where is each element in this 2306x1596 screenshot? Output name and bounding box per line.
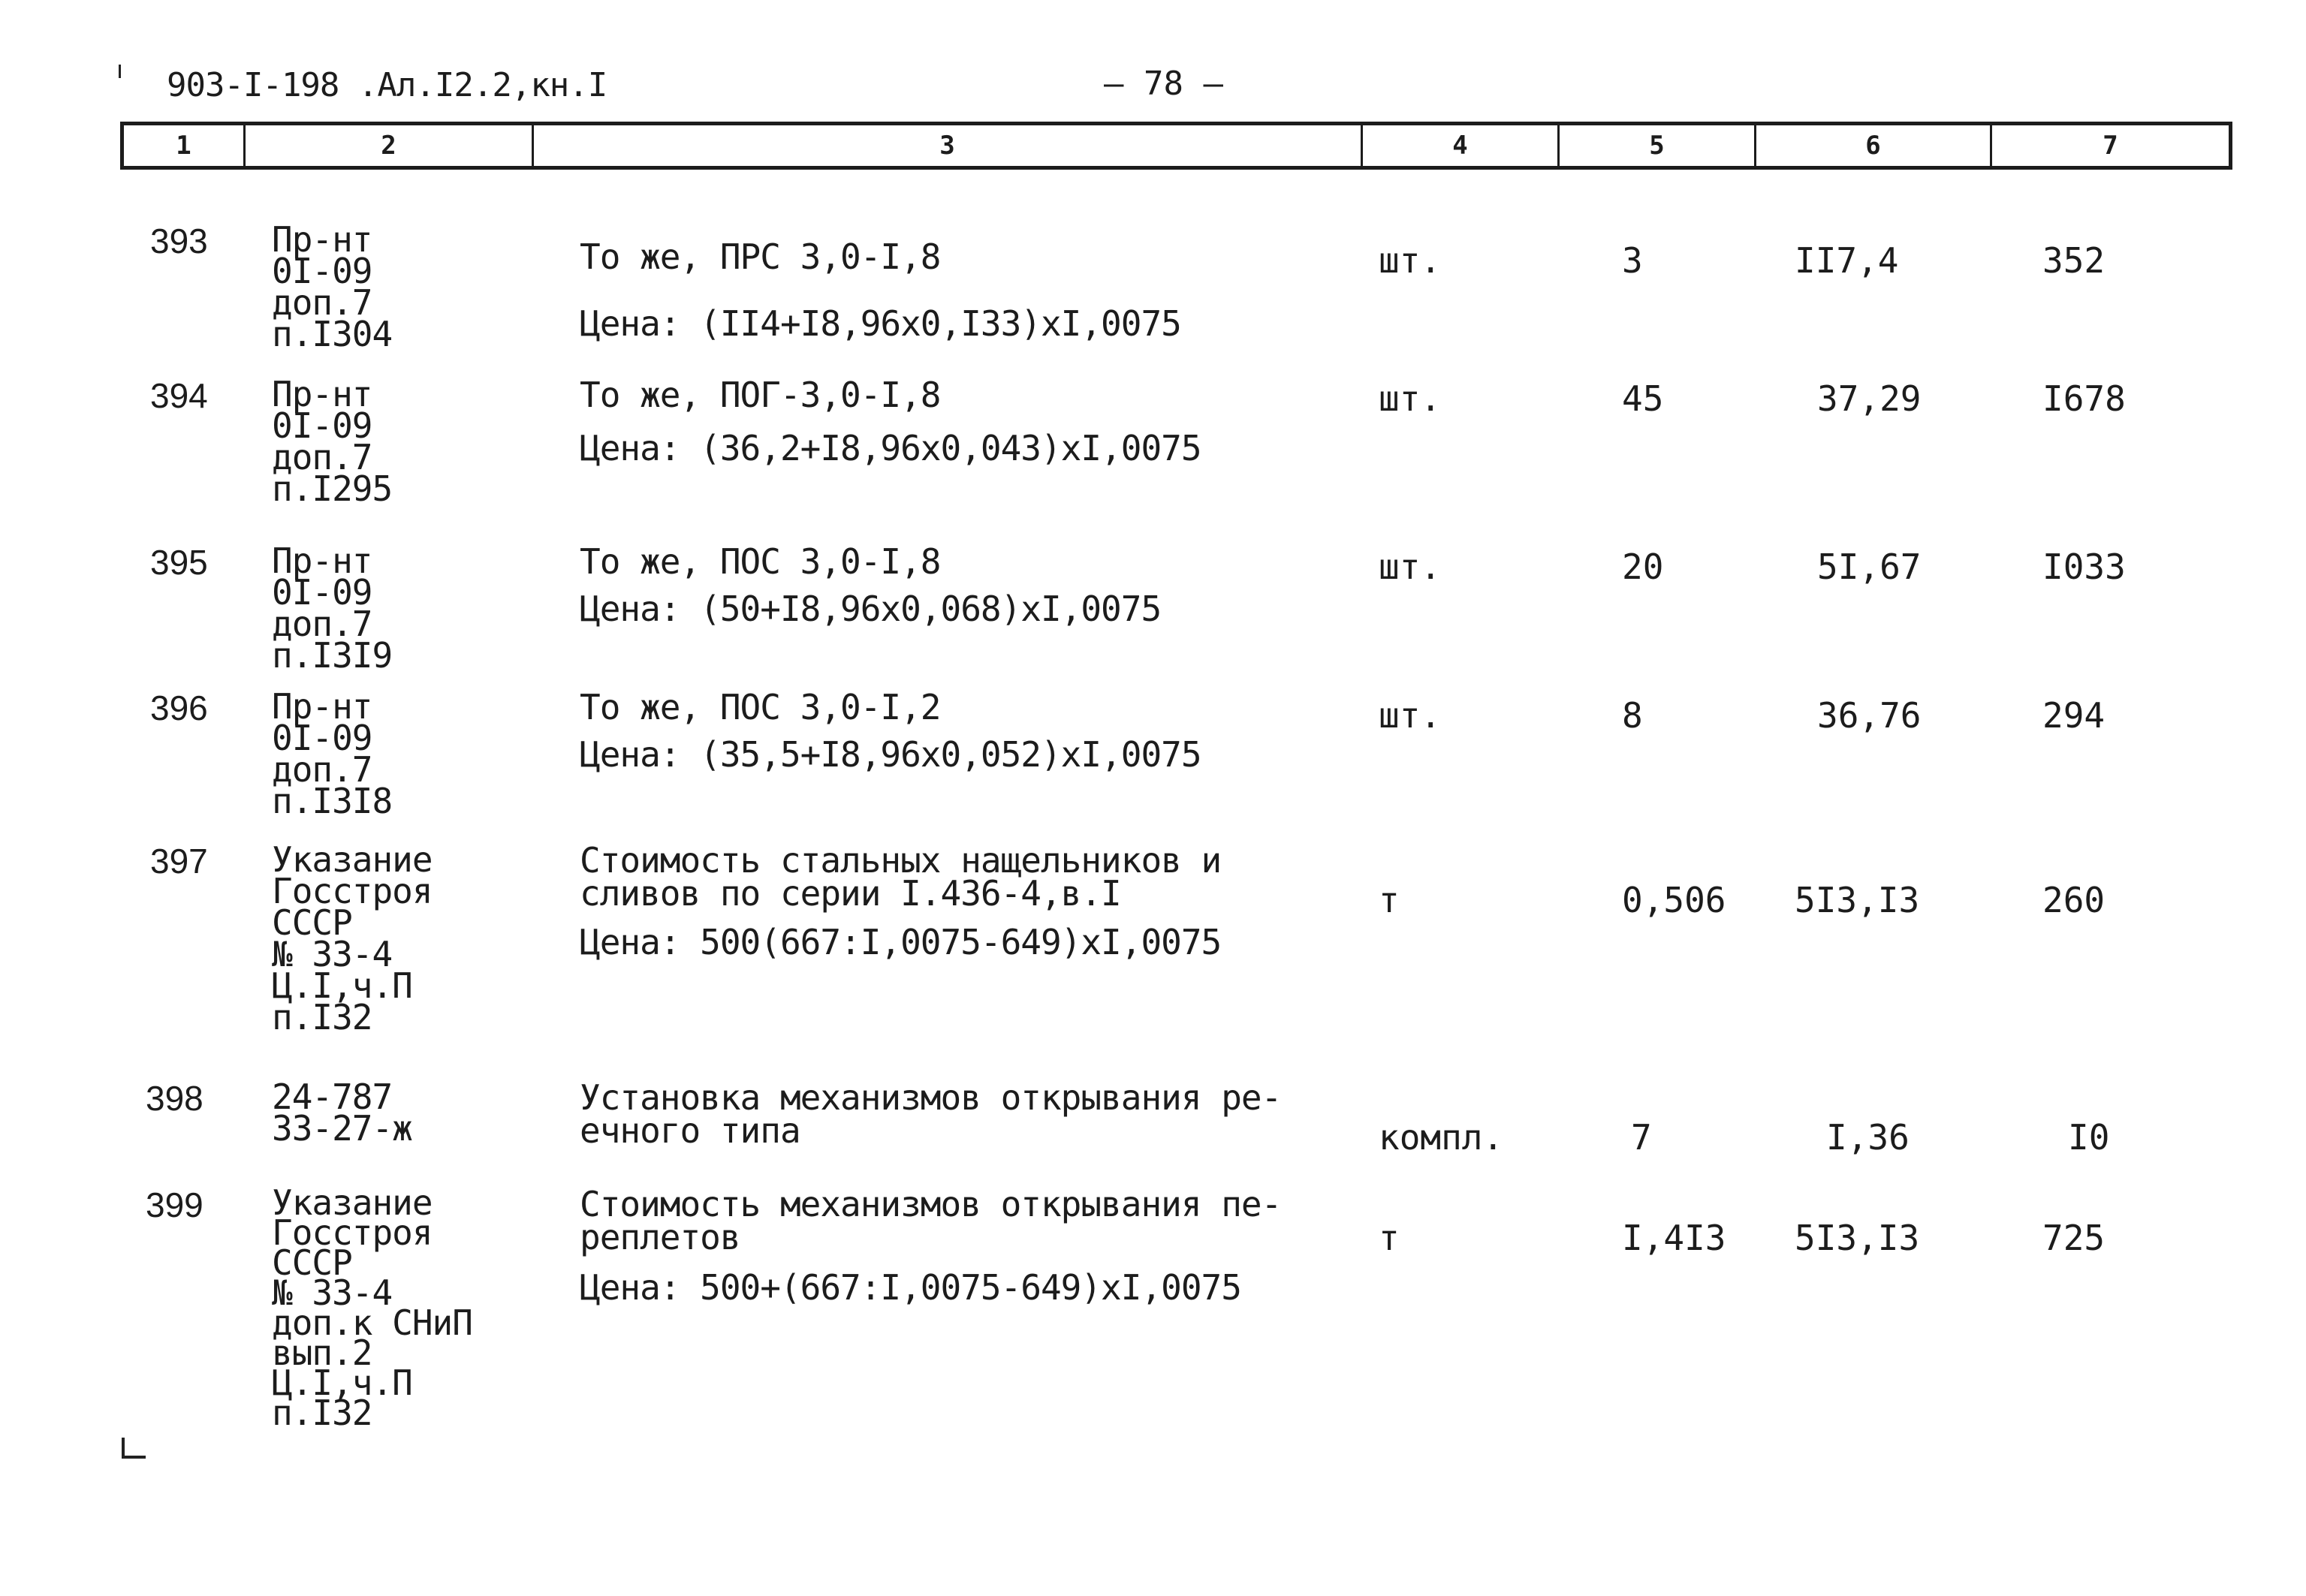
column-header: 3	[534, 125, 1363, 166]
reference: Пр-нт 0I-09 доп.7 п.I304	[272, 219, 393, 354]
row-number: 398	[146, 1079, 203, 1118]
quantity: 8	[1622, 695, 1643, 736]
description: То же, ПОС 3,0-I,8 Цена: (50+I8,96x0,068)xI,0075	[580, 541, 1162, 629]
unit: компл.	[1379, 1117, 1504, 1158]
reference: Указание Госстроя СССР № 33-4 доп.к СНиП вып.2 Ц.I,ч.П п.I32	[272, 1182, 472, 1433]
quantity: 3	[1622, 240, 1643, 281]
unit-price: 5I3,I3	[1795, 880, 1920, 920]
price-formula: Цена: 500+(667:I,0075-649)xI,0075	[580, 1267, 1241, 1308]
price-formula: Цена: (50+I8,96x0,068)xI,0075	[580, 589, 1162, 629]
quantity: 0,506	[1622, 880, 1726, 920]
description: То же, ПОС 3,0-I,2 Цена: (35,5+I8,96x0,052)xI,0075	[580, 687, 1201, 775]
total-cost: 352	[2042, 240, 2106, 281]
quantity: I,4I3	[1622, 1218, 1726, 1258]
total-cost: 294	[2042, 695, 2106, 736]
column-header: 5	[1560, 125, 1756, 166]
unit: т	[1379, 1218, 1400, 1258]
unit-price: 36,76	[1817, 695, 1922, 736]
row-number: 393	[150, 221, 208, 260]
quantity: 45	[1622, 378, 1664, 419]
price-formula: Цена: (36,2+I8,96x0,043)xI,0075	[580, 428, 1201, 468]
reference: Указание Госстроя СССР № 33-4 Ц.I,ч.П п.I32	[272, 839, 433, 1037]
description: Стоимость механизмов открывания пе- реплетов Цена: 500+(667:I,0075-649)xI,0075	[580, 1184, 1282, 1308]
row-number: 394	[150, 376, 208, 415]
price-formula: Цена: (II4+I8,96x0,I33)xI,0075	[580, 303, 1181, 344]
description: То же, ПРС 3,0-I,8 Цена: (II4+I8,96x0,I33)xI,0075	[580, 236, 1181, 344]
column-header: 4	[1363, 125, 1560, 166]
row-number: 396	[150, 688, 208, 727]
quantity: 7	[1631, 1117, 1652, 1158]
price-formula: Цена: 500(667:I,0075-649)xI,0075	[580, 922, 1222, 962]
description: Стоимость стальных нащельников и сливов по серии I.436-4,в.I Цена: 500(667:I,0075-649)xI,0075	[580, 840, 1222, 962]
quantity: 20	[1622, 547, 1664, 587]
row-number: 397	[150, 842, 208, 881]
unit: шт.	[1379, 547, 1442, 587]
column-header: 2	[246, 125, 534, 166]
total-cost: I678	[2042, 378, 2126, 419]
reference: Пр-нт 0I-09 доп.7 п.I295	[272, 374, 393, 509]
total-cost: 725	[2042, 1218, 2106, 1258]
column-header: 1	[124, 125, 246, 166]
price-formula: Цена: (35,5+I8,96x0,052)xI,0075	[580, 734, 1201, 775]
unit-price: II7,4	[1795, 240, 1899, 281]
reference: Пр-нт 0I-09 доп.7 п.I3I8	[272, 686, 393, 821]
page-number: — 78 —	[1104, 65, 1223, 103]
column-header: 7	[2103, 131, 2118, 161]
total-cost: I033	[2042, 547, 2126, 587]
margin-mark	[119, 65, 121, 78]
unit: шт.	[1379, 378, 1442, 419]
description: То же, ПОГ-3,0-I,8 Цена: (36,2+I8,96x0,043)xI,0075	[580, 375, 1201, 468]
row-number: 399	[146, 1185, 203, 1224]
unit-price: 37,29	[1817, 378, 1922, 419]
reference: 24-787 33-27-ж	[272, 1077, 412, 1149]
document-id: 903-I-198 .Ал.I2.2,кн.I	[167, 66, 607, 104]
unit-price: 5I3,I3	[1795, 1218, 1920, 1258]
unit: шт.	[1379, 695, 1442, 736]
reference: Пр-нт 0I-09 доп.7 п.I3I9	[272, 541, 393, 676]
corner-mark	[122, 1438, 146, 1459]
total-cost: 260	[2042, 880, 2106, 920]
unit-price: 5I,67	[1817, 547, 1922, 587]
unit: т	[1379, 880, 1400, 920]
unit: шт.	[1379, 240, 1442, 281]
total-cost: I0	[2068, 1117, 2110, 1158]
column-header: 6	[1756, 125, 1992, 166]
column-header-row	[120, 122, 2232, 170]
row-number: 395	[150, 543, 208, 582]
description: Установка механизмов открывания ре- ечного типа	[580, 1077, 1282, 1151]
unit-price: I,36	[1826, 1117, 1910, 1158]
